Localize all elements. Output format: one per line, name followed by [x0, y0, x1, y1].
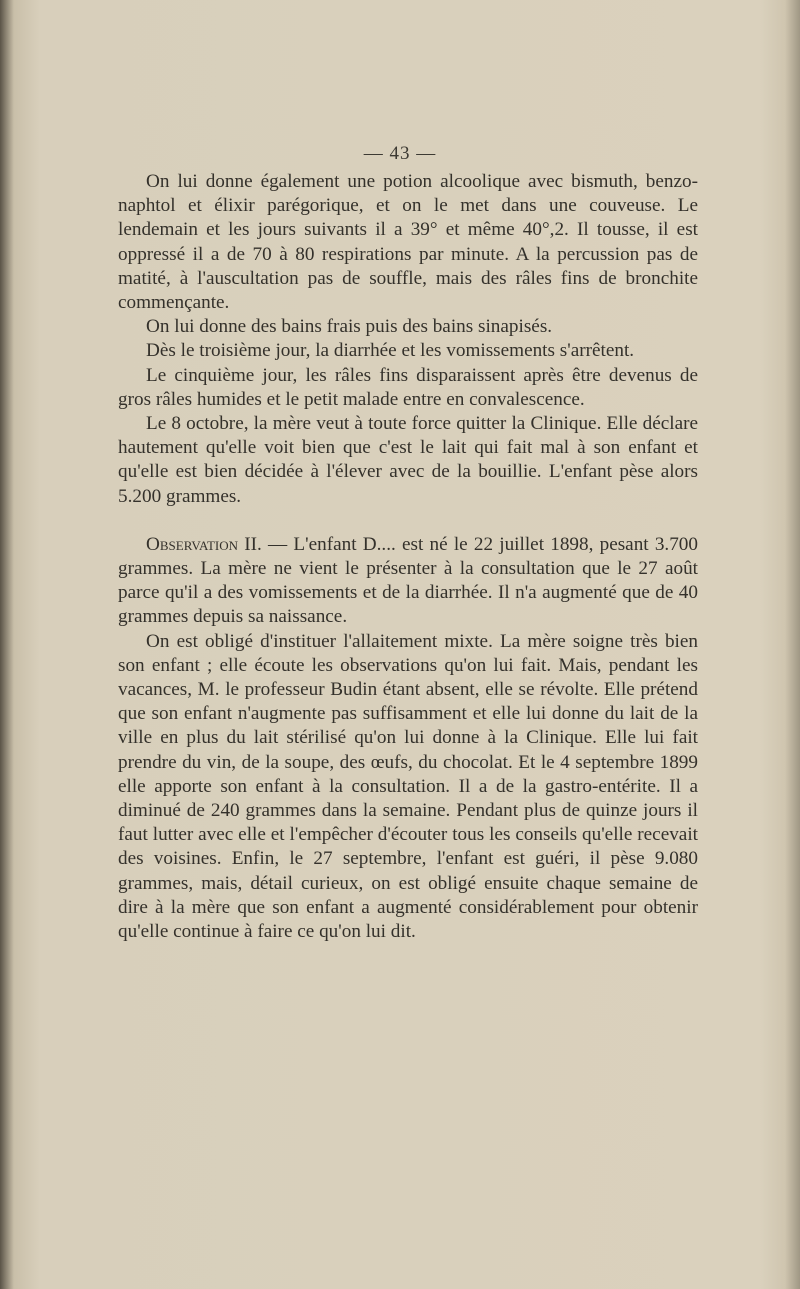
page-body [118, 170, 698, 944]
observation-title: Observation II. [146, 533, 262, 555]
paragraph: Le 8 octobre, la mère veut à toute force quitter la Clinique. Elle déclare hautement qu'elle voit bien que c'est le lait qui fait mal à son enfant et qu'elle est bien décidée à l'élever avec de la bouillie. L'enfant pèse alors 5.200 grammes. [118, 413, 698, 507]
paragraph: Le cinquième jour, les râles fins disparaissent après être devenus de gros râles humides et le petit malade entre en convalescence. [118, 364, 698, 410]
paragraph: On est obligé d'instituer l'allaitement mixte. La mère soigne très bien son enfant ; elle écoute les observations qu'on lui fait. Mais, pendant les vacances, M. le professeur Budin étant absent, elle se révolte. Elle prétend que son enfant n'augmente pas suffisamment et elle lui donne du lait de la ville en plus du lait stérilisé qu'on lui donne à la Clinique. Elle lui fait prendre du vin, de la soupe, des œufs, du chocolat. Et le 4 septembre 1899 elle apporte son enfant à la consultation. Il a de la gastro-entérite. Il a diminué de 240 grammes dans la semaine. Pendant plus de quinze jours il faut lutter avec elle et l'empêcher d'écouter tous les conseils qu'elle recevait des voisines. Enfin, le 27 septembre, l'enfant est guéri, il pèse 9.080 grammes, mais, détail curieux, on est obligé ensuite chaque semaine de dire à la mère que son enfant a augmenté considérablement pour obtenir qu'elle continue à faire ce qu'on lui dit. [118, 630, 698, 943]
observation-text: — L'enfant D.... est né le 22 juillet 1898, pesant 3.700 grammes. La mère ne vient le présenter à la consultation que le 27 août parce qu'il a des vomissements et de la diarrhée. Il n'a augmenté que de 40 grammes depuis sa naissance. [118, 533, 698, 628]
observation-paragraph [118, 533, 698, 630]
paragraph: On lui donne également une potion alcoolique avec bismuth, benzo-naphtol et élixir parégorique, et on le met dans une couveuse. Le lendemain et les jours suivants il a 39° et même 40°,2. Il tousse, il est oppressé il a de 70 à 80 respirations par minute. A la percussion pas de matité, à l'auscultation pas de souffle, mais des râles fins de bronchite commençante. [118, 171, 698, 314]
paragraph: On lui donne des bains frais puis des bains sinapisés. [146, 316, 553, 338]
paragraph: Dès le troisième jour, la diarrhée et les vomissements s'arrêtent. [146, 340, 635, 362]
page-number: — 43 — [363, 143, 437, 164]
